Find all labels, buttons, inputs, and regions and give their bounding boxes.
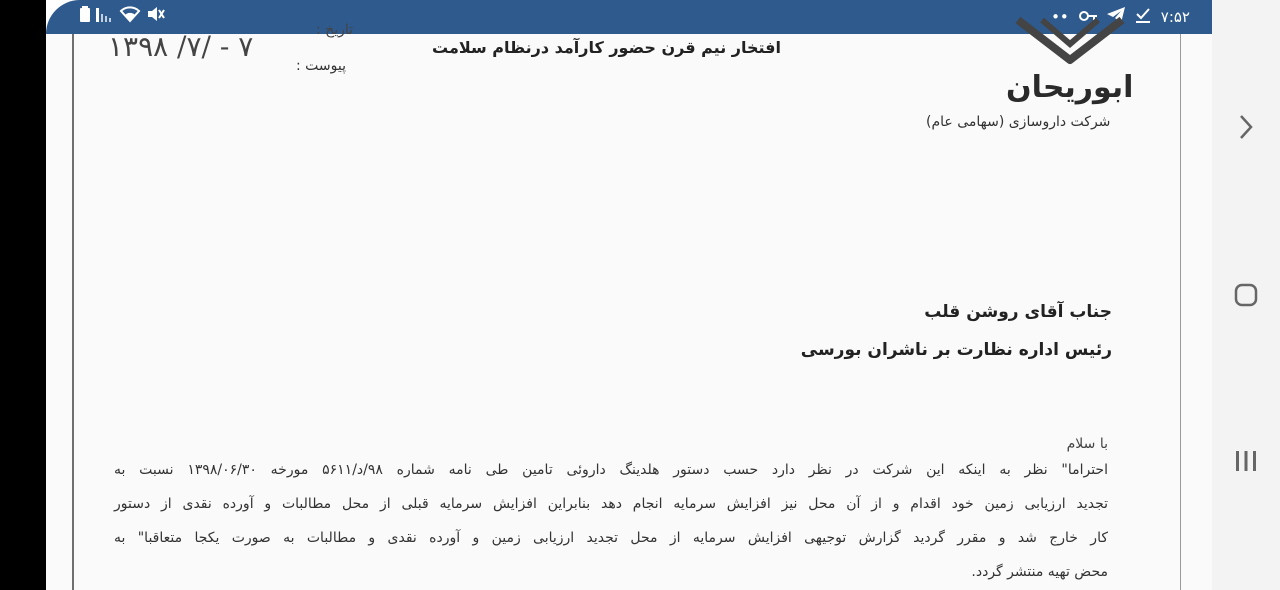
- body-line-3: کار خارج شد و مقرر گردید گزارش توجیهی افزایش سرمایه از محل تجدید ارزیابی زمین و آورده نقدی و مطالبات به صورت یکجا متعاقبا" به: [114, 530, 1108, 546]
- status-icons-left: [80, 6, 164, 26]
- company-name: ابوریحان: [1006, 70, 1134, 105]
- wifi-icon: [120, 6, 140, 26]
- recents-button[interactable]: [1212, 448, 1280, 474]
- download-done-icon: [1135, 7, 1151, 27]
- page-border-left: [72, 34, 74, 590]
- body-line-1: احتراما" نظر به اینکه این شرکت در نظر دارد حسب دستور هلدینگ داروئی تامین طی نامه شماره ۹۸/د/۵۶۱۱ مورخه ۱۳۹۸/۰۶/۳۰ نسبت به: [114, 462, 1108, 478]
- battery-icon: [80, 6, 90, 26]
- body-line-2: تجدید ارزیابی زمین خود اقدام و از آن محل نیز افزایش سرمایه انجام دهد بنابراین افزایش سرمایه قبلی از محل مطالبات و آورده نقدی از دستور: [114, 496, 1108, 512]
- body-line-4: محض تهیه منتشر گردد.: [971, 564, 1108, 580]
- chevron-right-icon: [1238, 114, 1254, 140]
- letter-date: ۱۳۹۸ /۷/ - ۷: [108, 30, 254, 63]
- device-bezel: [0, 0, 46, 590]
- greeting: با سلام: [1066, 436, 1108, 452]
- date-label: تاریخ :: [316, 22, 354, 38]
- recents-icon: [1234, 448, 1258, 474]
- home-icon: [1233, 282, 1259, 308]
- letterhead-motto: افتخار نیم قرن حضور کارآمد درنظام سلامت: [432, 38, 782, 57]
- navigation-bar: [1212, 0, 1280, 590]
- home-button[interactable]: [1212, 282, 1280, 308]
- recipient-title: رئیس اداره نظارت بر ناشران بورسی: [800, 340, 1112, 360]
- attachment-label: پیوست :: [296, 58, 346, 74]
- scanned-letter: [46, 22, 1212, 590]
- company-subtitle: شرکت داروسازی (سهامی عام): [926, 114, 1111, 130]
- forward-button[interactable]: [1212, 114, 1280, 140]
- mute-icon: [146, 6, 164, 26]
- clock: ۷:۵۲: [1160, 8, 1190, 26]
- signal-icon: [96, 6, 114, 26]
- company-logo: [1012, 4, 1128, 70]
- recipient-name: جناب آقای روشن قلب: [924, 302, 1112, 322]
- page-border-right: [1180, 34, 1181, 590]
- more-dots: ••: [1051, 8, 1069, 26]
